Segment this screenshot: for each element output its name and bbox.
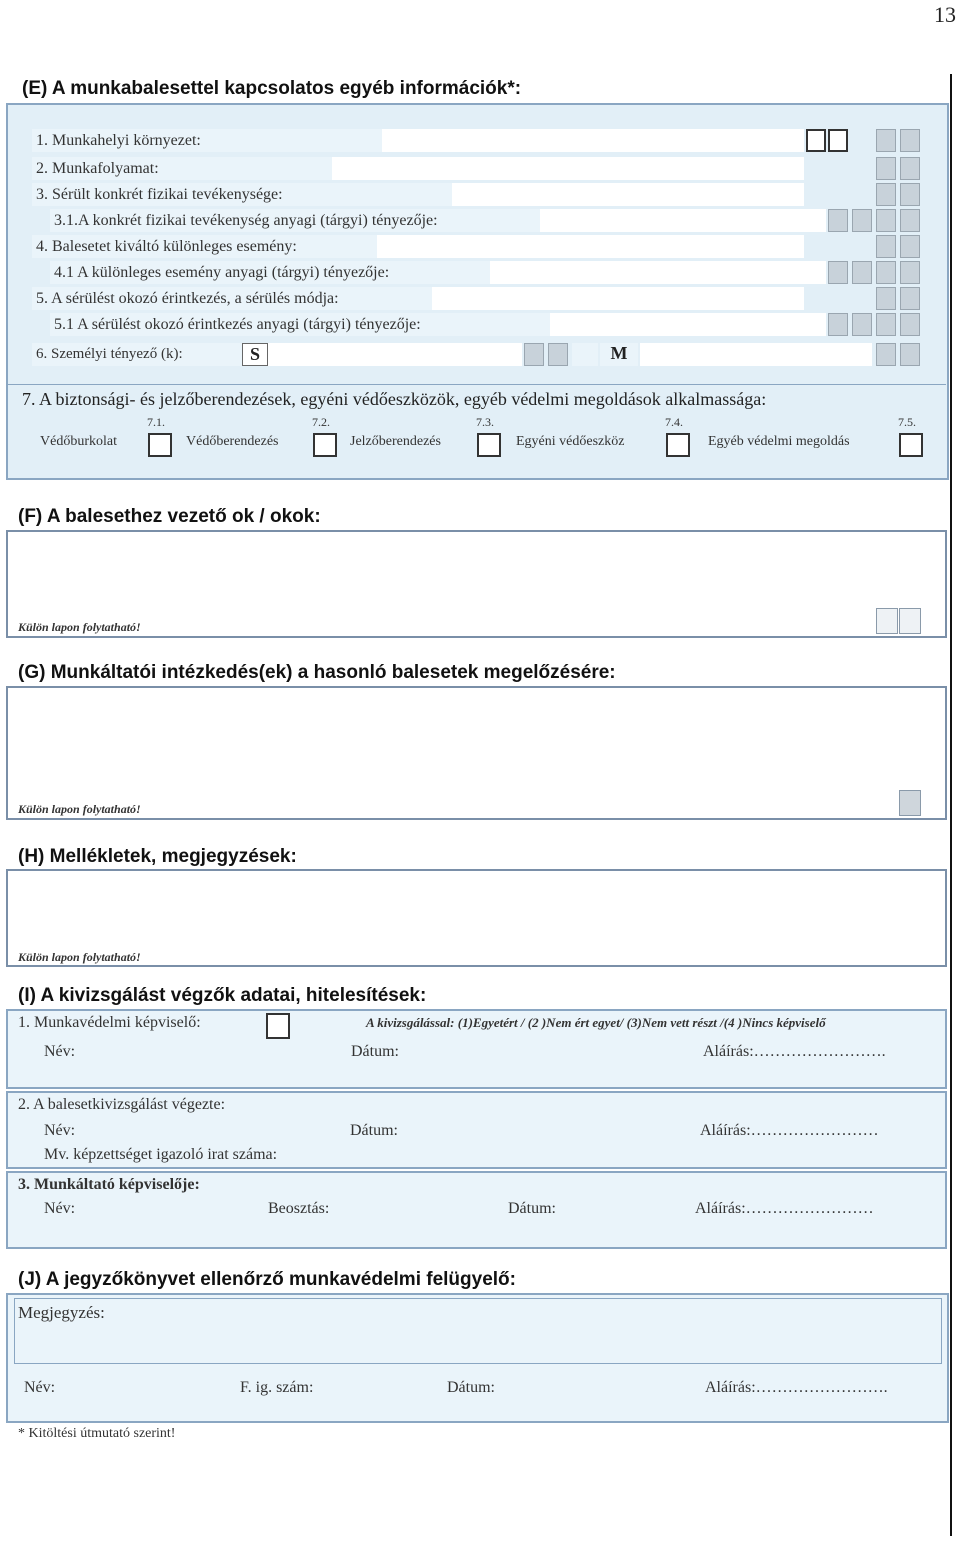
e7-2-label: Védőberendezés: [186, 434, 279, 449]
section-f-code-cell[interactable]: [899, 608, 921, 634]
e-row-1-label: 1. Munkahelyi környezet:: [32, 129, 382, 152]
personal-factor-m-label: M: [600, 343, 638, 366]
e7-4-num: 7.4.: [665, 415, 683, 429]
section-g-code-cell[interactable]: [899, 790, 921, 816]
section-j-remark-area[interactable]: [14, 1298, 942, 1364]
e-row-5-1-label: 5.1 A sérülést okozó érintkezés anyagi (tárgyi) tényezője:: [50, 313, 550, 336]
i1-date-label: Dátum:: [351, 1043, 399, 1060]
j-name-label: Név:: [24, 1379, 56, 1396]
e-row-1-code-cell[interactable]: [828, 129, 848, 152]
e7-3-checkbox[interactable]: [477, 433, 501, 457]
e-row-1-code-cell[interactable]: [806, 129, 826, 152]
e-row-4-1-field[interactable]: [490, 261, 826, 284]
i1-investigation-note: A kivizsgálással: (1)Egyetért / (2 )Nem ért egyet/ (3)Nem vett részt /(4 )Nincs képviselő: [366, 1015, 826, 1030]
e-row-5-code-cell[interactable]: [876, 287, 896, 310]
e-row-3-field[interactable]: [452, 183, 804, 206]
right-margin-rule: [950, 74, 952, 1536]
section-g-title: (G) Munkáltatói intézkedés(ek) a hasonló balesetek megelőzésére:: [18, 662, 616, 683]
e-row-5-1-code-cell[interactable]: [900, 313, 920, 336]
e-row-3-1-label: 3.1.A konkrét fizikai tevékenység anyagi (tárgyi) tényezője:: [50, 209, 540, 232]
e-row-4-1-label: 4.1 A különleges esemény anyagi (tárgyi) tényezője:: [50, 261, 490, 284]
section-f-continue-note: Külön lapon folytatható!: [18, 620, 141, 634]
section-e-title: (E) A munkabalesettel kapcsolatos egyéb információk*:: [22, 78, 522, 99]
e-row-6-label: 6. Személyi tényező (k):: [32, 343, 242, 366]
e-item7-separator: [8, 384, 946, 385]
section-h-continue-note: Külön lapon folytatható!: [18, 950, 141, 964]
section-h-title: (H) Mellékletek, megjegyzések:: [18, 846, 297, 867]
personal-factor-m-field[interactable]: [640, 343, 872, 366]
e7-5-label: Egyéb védelmi megoldás: [708, 434, 850, 449]
e-row-4-1-code-cell[interactable]: [876, 261, 896, 284]
e-row-1-field[interactable]: [382, 129, 804, 152]
e-row-5-label: 5. A sérülést okozó érintkezés, a sérülés módja:: [32, 287, 432, 310]
personal-factor-m-code-cell[interactable]: [876, 343, 896, 366]
i2-label: 2. A balesetkivizsgálást végezte:: [18, 1096, 226, 1113]
e7-1-label: Védőburkolat: [40, 434, 117, 449]
e-row-3-1-code-cell[interactable]: [828, 209, 848, 232]
personal-factor-s-code-cell[interactable]: [524, 343, 544, 366]
e7-3-label: Jelzőberendezés: [350, 434, 441, 449]
e-row-5-1-field[interactable]: [550, 313, 826, 336]
row6-gap: [572, 343, 598, 366]
e7-3-num: 7.3.: [476, 415, 494, 429]
e-row-1-code-cell[interactable]: [900, 129, 920, 152]
personal-factor-m-code-cell[interactable]: [900, 343, 920, 366]
e-row-3-1-code-cell[interactable]: [852, 209, 872, 232]
i1-checkbox[interactable]: [266, 1013, 290, 1039]
i3-position-label: Beosztás:: [268, 1200, 330, 1217]
e-row-5-1-code-cell[interactable]: [828, 313, 848, 336]
i2-cert-label: Mv. képzettséget igazoló irat száma:: [44, 1146, 278, 1163]
e7-1-checkbox[interactable]: [148, 433, 172, 457]
personal-factor-s-field[interactable]: [268, 343, 522, 366]
e-row-5-field[interactable]: [432, 287, 804, 310]
section-j-title: (J) A jegyzőkönyvet ellenőrző munkavédelmi felügyelő:: [18, 1269, 516, 1290]
section-g-textarea[interactable]: [6, 686, 947, 820]
section-f-title: (F) A balesethez vezető ok / okok:: [18, 506, 321, 527]
e-row-2-code-cell[interactable]: [876, 157, 896, 180]
e7-2-checkbox[interactable]: [313, 433, 337, 457]
personal-factor-s-code-cell[interactable]: [548, 343, 568, 366]
e-row-4-1-code-cell[interactable]: [852, 261, 872, 284]
e7-5-num: 7.5.: [898, 415, 916, 429]
page-number: 13: [934, 2, 956, 27]
e7-4-checkbox[interactable]: [666, 433, 690, 457]
section-h-textarea[interactable]: [6, 869, 947, 967]
e-row-4-1-code-cell[interactable]: [900, 261, 920, 284]
e-row-2-code-cell[interactable]: [900, 157, 920, 180]
i3-label: 3. Munkáltató képviselője:: [18, 1176, 200, 1193]
e7-4-label: Egyéni védőeszköz: [516, 434, 625, 449]
e-row-4-code-cell[interactable]: [900, 235, 920, 258]
i1-signature-label: Aláírás:…………………….: [703, 1043, 886, 1060]
j-remark-label: Megjegyzés:: [18, 1303, 105, 1322]
e-row-5-1-code-cell[interactable]: [852, 313, 872, 336]
e-row-1-code-cell[interactable]: [876, 129, 896, 152]
i1-name-label: Név:: [44, 1043, 76, 1060]
e-row-4-code-cell[interactable]: [876, 235, 896, 258]
i2-signature-label: Aláírás:……………………: [700, 1122, 879, 1139]
i2-date-label: Dátum:: [350, 1122, 398, 1139]
i3-name-label: Név:: [44, 1200, 76, 1217]
e-row-3-1-field[interactable]: [540, 209, 826, 232]
section-f-code-cell[interactable]: [876, 608, 898, 634]
e-row-5-1-code-cell[interactable]: [876, 313, 896, 336]
footnote: * Kitöltési útmutató szerint!: [18, 1426, 176, 1441]
e-row-2-field[interactable]: [332, 157, 804, 180]
e-row-4-1-code-cell[interactable]: [828, 261, 848, 284]
e-row-3-label: 3. Sérült konkrét fizikai tevékenysége:: [32, 183, 452, 206]
j-date-label: Dátum:: [447, 1379, 495, 1396]
e-row-3-1-code-cell[interactable]: [876, 209, 896, 232]
e-row-5-code-cell[interactable]: [900, 287, 920, 310]
section-f-textarea[interactable]: [6, 530, 947, 638]
e-row-4-label: 4. Balesetet kiváltó különleges esemény:: [32, 235, 377, 258]
section-i-title: (I) A kivizsgálást végzők adatai, hitelesítések:: [18, 985, 427, 1006]
e-row-3-code-cell[interactable]: [876, 183, 896, 206]
e7-1-num: 7.1.: [147, 415, 165, 429]
e7-5-checkbox[interactable]: [899, 433, 923, 457]
i2-name-label: Név:: [44, 1122, 76, 1139]
e-row-2-label: 2. Munkafolyamat:: [32, 157, 332, 180]
e-row-3-code-cell[interactable]: [900, 183, 920, 206]
i3-date-label: Dátum:: [508, 1200, 556, 1217]
e-row-3-1-code-cell[interactable]: [900, 209, 920, 232]
i3-signature-label: Aláírás:……………………: [695, 1200, 874, 1217]
j-signature-label: Aláírás:…………………….: [705, 1379, 888, 1396]
j-id-label: F. ig. szám:: [240, 1379, 314, 1396]
e-item7-title: 7. A biztonsági- és jelzőberendezések, egyéni védőeszközök, egyéb védelmi megoldások alkalmassága:: [22, 389, 767, 409]
i1-label: 1. Munkavédelmi képviselő:: [18, 1014, 201, 1031]
e7-2-num: 7.2.: [312, 415, 330, 429]
e-row-4-field[interactable]: [377, 235, 804, 258]
personal-factor-s-label: S: [242, 343, 268, 366]
section-g-continue-note: Külön lapon folytatható!: [18, 802, 141, 816]
